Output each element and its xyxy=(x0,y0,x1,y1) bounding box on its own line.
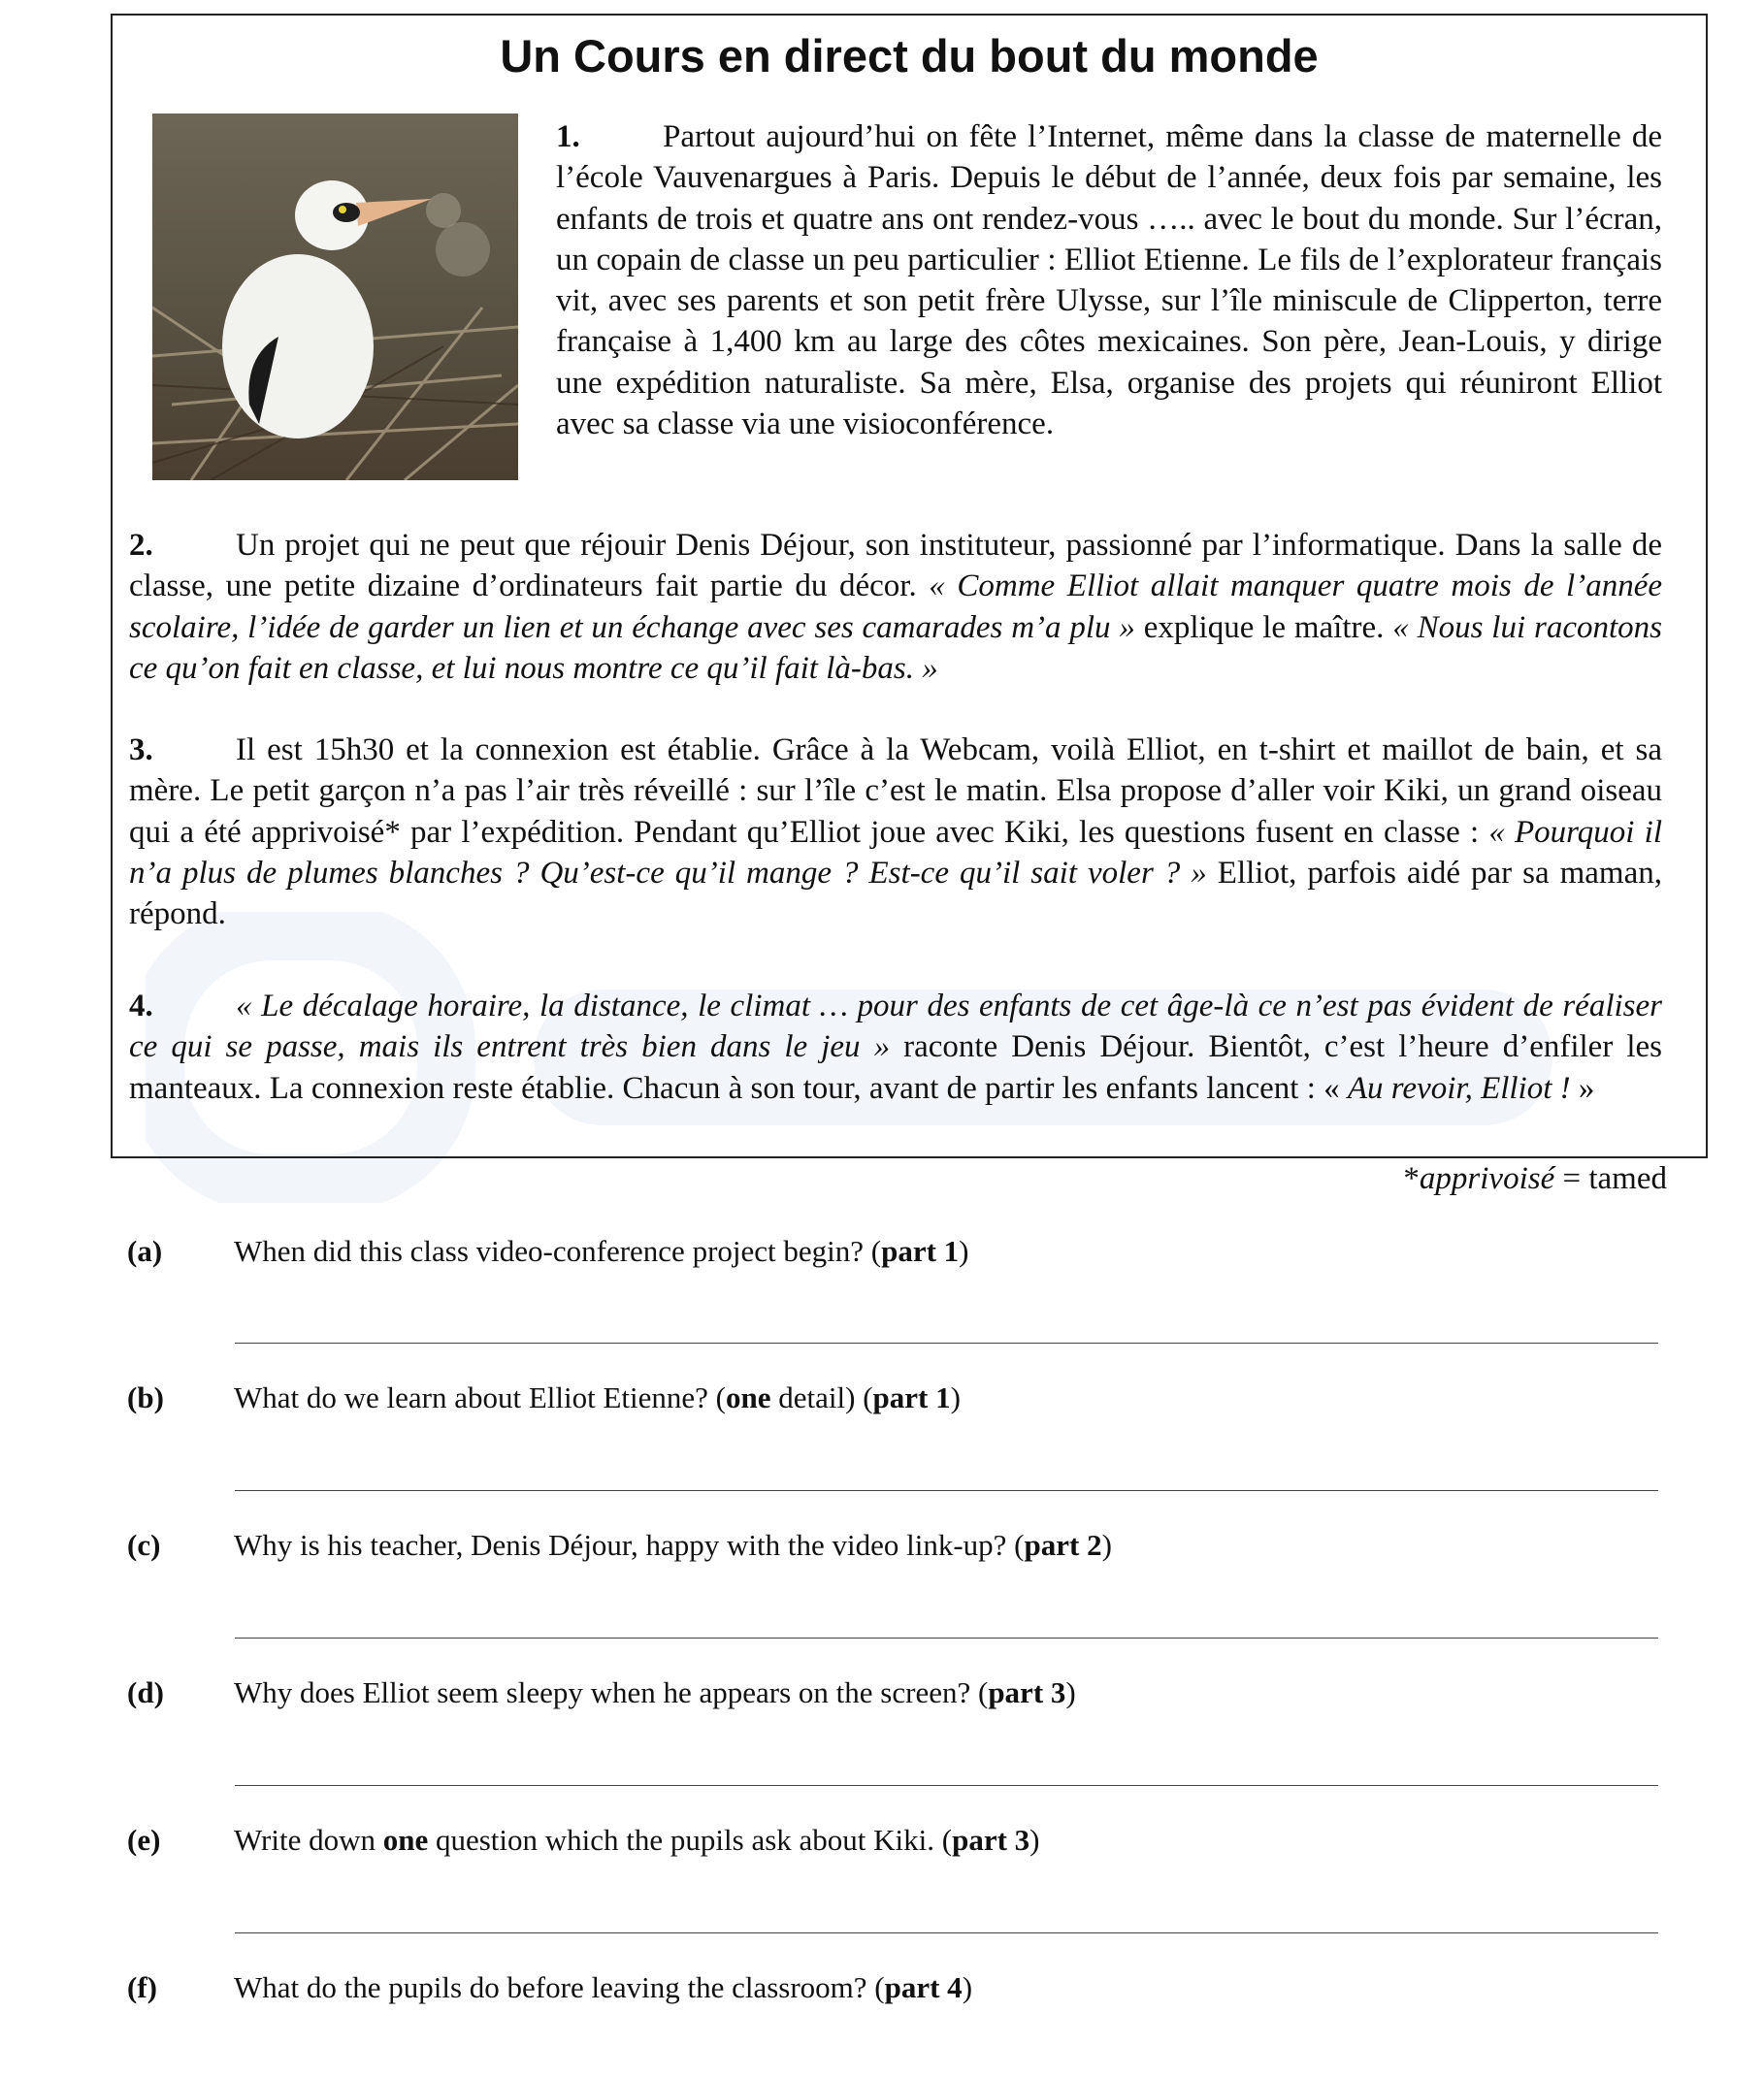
question-letter: (c) xyxy=(127,1528,161,1562)
question-text: What do the pupils do before leaving the classroom? (part 4) xyxy=(234,1970,973,2004)
paragraph-text: explique le maître. xyxy=(1134,609,1393,645)
answer-line-c[interactable] xyxy=(235,1638,1658,1639)
reading-passage xyxy=(111,14,1708,1158)
teacher-quote: « Comme Elliot allait manquer quatre mois de l’année scolaire, l’idée de garder un lien et un échange avec ses camarades m’a plu » xyxy=(129,568,1663,645)
paragraph-3 xyxy=(129,730,1662,934)
paragraph-1 xyxy=(556,116,1662,444)
answer-line-d[interactable] xyxy=(235,1785,1658,1786)
paragraph-text: Elliot, parfois aidé par sa maman, répond. xyxy=(129,855,1662,932)
paragraph-text: » xyxy=(1570,1070,1595,1106)
teacher-quote: « Le décalage horaire, la distance, le climat … pour des enfants de cet âge-là ce n’est pas évident de réaliser ce qui se passe, mais ils entrent très bien dans le jeu » xyxy=(129,989,1662,1065)
question-text: What do we learn about Elliot Etienne? (one detail) (part 1) xyxy=(234,1380,961,1414)
paragraph-text: Il est 15h30 et la connexion est établie. Grâce à la Webcam, voilà Elliot, en t-shirt et maillot de bain, et sa mère. Le petit garçon n’a pas l’air très réveillé : sur l’île c’est le matin. Elsa propose d’aller voir Kiki, un grand oiseau qui a été apprivoisé* par l’expédition. Pendant qu’Elliot joue avec Kiki, les questions fusent en classe : xyxy=(129,732,1662,850)
paragraph-4 xyxy=(129,986,1662,1109)
answer-line-b[interactable] xyxy=(235,1490,1658,1491)
question-letter: (f) xyxy=(127,1970,157,2004)
question-letter: (e) xyxy=(127,1823,161,1857)
question-text: Write down one question which the pupils ask about Kiki. (part 3) xyxy=(234,1823,1040,1857)
paragraph-number: 2. xyxy=(129,528,153,563)
question-text: Why does Elliot seem sleepy when he appears on the screen? (part 3) xyxy=(234,1675,1076,1709)
paragraph-text: Un projet qui ne peut que réjouir Denis Déjour, son instituteur, passionné par l’informatique. Dans la salle de classe, une petite dizaine d’ordinateurs fait partie du décor. xyxy=(129,528,1662,604)
footnote-star: * xyxy=(1403,1161,1420,1196)
footnote-word: apprivoisé xyxy=(1419,1161,1555,1196)
teacher-quote: « Nous lui racontons ce qu’on fait en classe, et lui nous montre ce qu’il fait là-bas. » xyxy=(129,609,1662,686)
question-letter: (b) xyxy=(127,1380,164,1414)
question-text: Why is his teacher, Denis Déjour, happy with the video link-up? (part 2) xyxy=(234,1528,1112,1562)
footnote xyxy=(1403,1158,1667,1199)
answer-line-e[interactable] xyxy=(235,1932,1658,1933)
question-text: When did this class video-conference project begin? (part 1) xyxy=(234,1234,969,1268)
children-farewell: Au revoir, Elliot ! xyxy=(1347,1070,1571,1106)
footnote-definition: = tamed xyxy=(1554,1161,1667,1196)
paragraph-text: raconte Denis Déjour. Bientôt, c’est l’heure d’enfiler les manteaux. La connexion reste établie. Chacun à son tour, avant de partir les enfants lancent : « xyxy=(129,1029,1663,1106)
paragraph-number: 4. xyxy=(129,989,153,1023)
question-letter: (d) xyxy=(127,1675,164,1709)
paragraph-text: Partout aujourd’hui on fête l’Internet, même dans la classe de maternelle de l’école Vauvenargues à Paris. Depuis le début de l’année, deux fois par semaine, les enfants de trois et quatre ans ont rendez-vous ….. avec le bout du monde. Sur l’écran, un copain de classe un peu particulier : Elliot Etienne. Le fils de l’explorateur français vit, avec ses parents et son petit frère Ulysse, sur l’île miniscule de Clipperton, terre française à 1,400 km au large des côtes mexicaines. Son père, Jean-Louis, y dirige une expédition naturaliste. Sa mère, Elsa, organise des projets qui réuniront Elliot avec sa classe via une visioconférence. xyxy=(556,119,1662,442)
paragraph-number: 1. xyxy=(556,119,580,154)
passage-title: Un Cours en direct du bout du monde xyxy=(500,30,1319,81)
paragraph-2 xyxy=(129,525,1662,689)
booby-bird-photo xyxy=(152,114,518,480)
pupils-questions: « Pourquoi il n’a plus de plumes blanches ? Qu’est-ce qu’il mange ? Est-ce qu’il sait voler ? » xyxy=(129,814,1663,891)
paragraph-number: 3. xyxy=(129,732,153,767)
question-letter: (a) xyxy=(127,1234,163,1268)
answer-line-a[interactable] xyxy=(235,1343,1658,1344)
